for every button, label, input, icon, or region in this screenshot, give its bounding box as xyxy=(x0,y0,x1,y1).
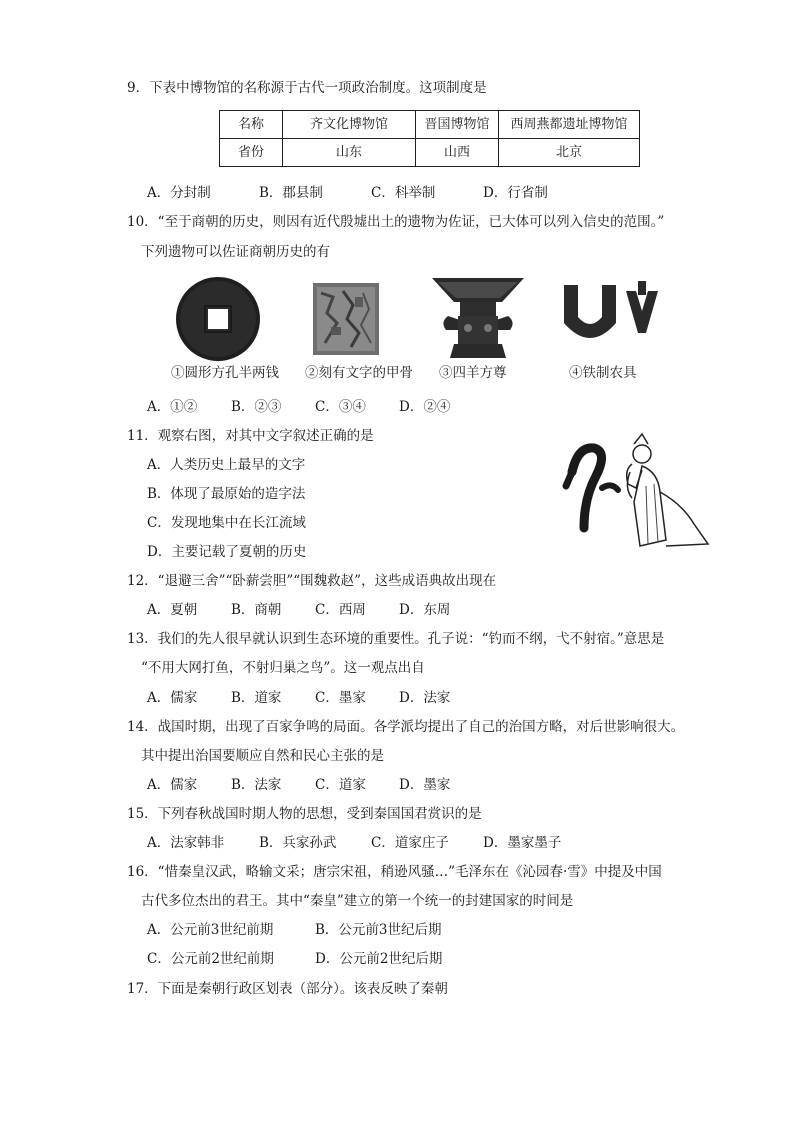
q15-stem: 15．下列春秋战国时期人物的思想，受到秦国国君赏识的是 xyxy=(127,806,482,822)
option-d[interactable]: D．公元前2世纪后期 xyxy=(315,951,443,967)
table-cell: 省份 xyxy=(220,139,283,167)
option-b[interactable]: B．公元前3世纪后期 xyxy=(315,922,442,938)
option-b[interactable]: B．兵家孙武 xyxy=(259,835,337,851)
museum-table xyxy=(219,110,640,167)
table-cell: 齐文化博物馆 xyxy=(283,111,416,139)
option-d[interactable]: D．主要记载了夏朝的历史 xyxy=(147,544,307,560)
option-b[interactable]: B．郡县制 xyxy=(259,185,323,201)
option-a[interactable]: A．公元前3世纪前期 xyxy=(147,922,274,938)
option-c[interactable]: C．道家 xyxy=(315,777,366,793)
q10-stem-line1: 10．“至于商朝的历史，则因有近代殷墟出土的遗物为佐证，已大体可以列入信史的范围。” xyxy=(127,214,665,230)
option-a[interactable]: A．夏朝 xyxy=(147,602,198,618)
option-c[interactable]: C．墨家 xyxy=(315,690,366,706)
q13-stem-line2: “不用大网打鱼，不射归巢之鸟”。这一观点出自 xyxy=(141,660,425,676)
option-a[interactable]: A．儒家 xyxy=(147,777,198,793)
option-b[interactable]: B．道家 xyxy=(231,690,282,706)
banliang-coin-image xyxy=(175,276,261,362)
image-caption-2: ②刻有文字的甲骨 xyxy=(305,365,413,381)
option-d[interactable]: D．墨家墨子 xyxy=(483,835,562,851)
option-a[interactable]: A．人类历史上最早的文字 xyxy=(147,457,306,473)
q12-stem: 12．“退避三舍”“卧薪尝胆”“围魏救赵”，这些成语典故出现在 xyxy=(127,573,497,589)
table-cell: 山东 xyxy=(283,139,416,167)
option-c[interactable]: C．西周 xyxy=(315,602,366,618)
option-d[interactable]: D．法家 xyxy=(399,690,451,706)
table-cell: 名称 xyxy=(220,111,283,139)
option-c[interactable]: C．道家庄子 xyxy=(371,835,449,851)
q14-stem-line1: 14．战国时期，出现了百家争鸣的局面。各学派均提出了自己的治国方略，对后世影响很大。 xyxy=(127,719,685,735)
table-cell: 山西 xyxy=(416,139,499,167)
q16-stem-line1: 16．“惜秦皇汉武，略输文采；唐宗宋祖，稍逊风骚…”毛泽东在《沁园春·雪》中提及中国 xyxy=(127,864,662,880)
table-cell: 西周燕都遗址博物馆 xyxy=(499,111,640,139)
q14-stem-line2: 其中提出治国要顺应自然和民心主张的是 xyxy=(141,748,384,764)
table-cell: 北京 xyxy=(499,139,640,167)
table-cell: 晋国博物馆 xyxy=(416,111,499,139)
q9-stem: 9．下表中博物馆的名称源于古代一项政治制度。这项制度是 xyxy=(127,80,487,96)
q13-stem-line1: 13．我们的先人很早就认识到生态环境的重要性。孔子说：“钓而不纲，弋不射宿。”意思是 xyxy=(127,631,665,647)
option-b[interactable]: B．法家 xyxy=(231,777,282,793)
option-a[interactable]: A．儒家 xyxy=(147,690,198,706)
option-d[interactable]: D．行省制 xyxy=(483,185,548,201)
option-c[interactable]: C．③④ xyxy=(315,399,366,415)
table-row xyxy=(220,139,640,167)
option-c[interactable]: C．科举制 xyxy=(371,185,436,201)
q10-stem-line2: 下列遗物可以佐证商朝历史的有 xyxy=(141,244,330,260)
option-b[interactable]: B．体现了最原始的造字法 xyxy=(147,486,306,502)
option-d[interactable]: D．②④ xyxy=(399,399,451,415)
table-row xyxy=(220,111,640,139)
option-c[interactable]: C．发现地集中在长江流域 xyxy=(147,515,306,531)
option-b[interactable]: B．②③ xyxy=(231,399,282,415)
q11-stem: 11．观察右图，对其中文字叙述正确的是 xyxy=(127,428,374,444)
option-d[interactable]: D．东周 xyxy=(399,602,451,618)
iron-tools-image xyxy=(560,281,670,353)
image-caption-4: ④铁制农具 xyxy=(569,365,637,381)
option-c[interactable]: C．公元前2世纪前期 xyxy=(147,951,274,967)
option-b[interactable]: B．商朝 xyxy=(231,602,282,618)
pictograph-image xyxy=(562,432,714,550)
oracle-bone-image xyxy=(313,283,379,355)
image-caption-3: ③四羊方尊 xyxy=(439,365,507,381)
option-a[interactable]: A．①② xyxy=(147,399,198,415)
image-caption-1: ①圆形方孔半两钱 xyxy=(171,365,279,381)
option-a[interactable]: A．分封制 xyxy=(147,185,211,201)
option-d[interactable]: D．墨家 xyxy=(399,777,451,793)
q17-stem: 17．下面是秦朝行政区划表（部分）。该表反映了秦朝 xyxy=(127,981,448,997)
q16-stem-line2: 古代多位杰出的君王。其中“秦皇”建立的第一个统一的封建国家的时间是 xyxy=(141,893,574,909)
four-ram-zun-image xyxy=(430,274,526,360)
option-a[interactable]: A．法家韩非 xyxy=(147,835,225,851)
